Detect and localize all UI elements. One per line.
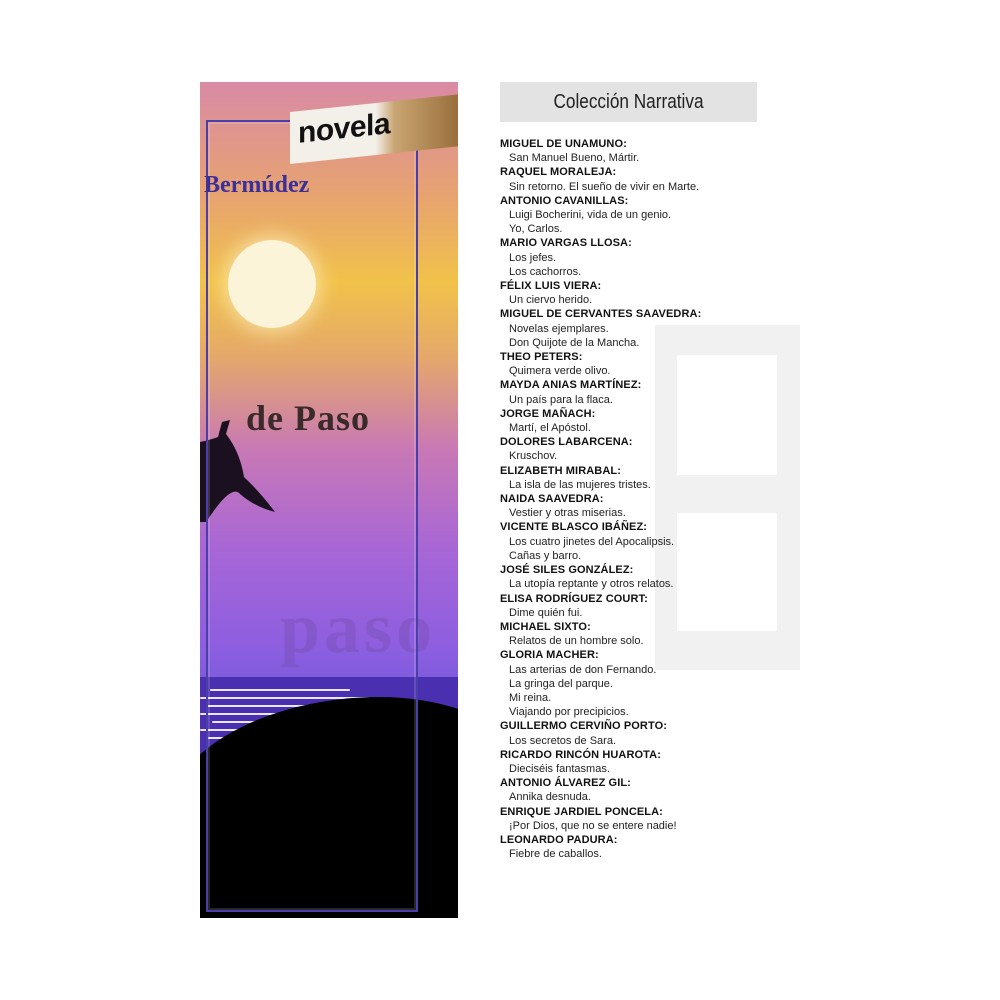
collection-entry <box>500 236 800 279</box>
entry-author: GUILLERMO CERVIÑO PORTO: <box>500 720 668 733</box>
entry-work: Luigi Bocherini, vida de un genio. <box>509 209 672 222</box>
entry-work: Los cuatro jinetes del Apocalipsis. <box>509 535 675 548</box>
entry-author: ANTONIO ÁLVAREZ GIL: <box>500 777 631 790</box>
entry-work: Quimera verde olivo. <box>509 365 611 378</box>
collection-entry <box>500 520 800 563</box>
collection-entry <box>500 350 800 378</box>
collection-entry <box>500 592 800 620</box>
book-cover <box>200 82 458 918</box>
entry-work: La isla de las mujeres tristes. <box>509 478 651 491</box>
entry-author: ENRIQUE JARDIEL PONCELA: <box>500 805 663 818</box>
entry-work: Dieciséis fantasmas. <box>509 762 610 775</box>
entry-work: Cañas y barro. <box>509 549 582 562</box>
collection-header <box>500 82 757 122</box>
genre-label: novela <box>298 107 391 150</box>
collection-entry <box>500 719 800 747</box>
entry-work: Los jefes. <box>509 251 557 264</box>
entry-author: MIGUEL DE CERVANTES SAAVEDRA: <box>500 308 702 321</box>
entry-work: Viajando por precipicios. <box>509 706 629 719</box>
collection-title: Colección Narrativa <box>553 91 704 113</box>
collection-entry <box>500 464 800 492</box>
entry-work: Un país para la flaca. <box>509 393 613 406</box>
entry-work: Mi reina. <box>509 691 552 704</box>
collection-entry <box>500 833 800 861</box>
collection-entry <box>500 492 800 520</box>
collection-entry <box>500 563 800 591</box>
entry-author: DOLORES LABARCENA: <box>500 436 633 449</box>
collection-entry <box>500 378 800 406</box>
entry-work: La gringa del parque. <box>509 677 613 690</box>
entry-author: NAIDA SAAVEDRA: <box>500 493 604 506</box>
entry-author: THEO PETERS: <box>500 351 583 364</box>
collection-entry <box>500 648 800 719</box>
entry-work: Fiebre de caballos. <box>509 848 602 861</box>
collection-entry <box>500 407 800 435</box>
collection-entry <box>500 194 800 237</box>
entry-work: ¡Por Dios, que no se entere nadie! <box>509 819 677 832</box>
collection-entry <box>500 435 800 463</box>
entry-author: ELIZABETH MIRABAL: <box>500 464 621 477</box>
entry-work: Novelas ejemplares. <box>509 322 609 335</box>
collection-entry <box>500 279 800 307</box>
collection-entry <box>500 620 800 648</box>
entry-author: ANTONIO CAVANILLAS: <box>500 194 629 207</box>
entry-author: MAYDA ANIAS MARTÍNEZ: <box>500 379 642 392</box>
entry-author: JORGE MAÑACH: <box>500 407 596 420</box>
collection-entry <box>500 137 800 165</box>
entry-author: LEONARDO PADURA: <box>500 833 618 846</box>
entry-author: JOSÉ SILES GONZÁLEZ: <box>500 564 634 577</box>
entry-author: RICARDO RINCÓN HUAROTA: <box>500 748 661 761</box>
entry-work: Sin retorno. El sueño de vivir en Marte. <box>509 180 700 193</box>
entry-work: Vestier y otras miserias. <box>509 507 626 520</box>
entry-author: GLORIA MACHER: <box>500 649 599 662</box>
entry-author: MICHAEL SIXTO: <box>500 620 591 633</box>
entry-work: Kruschov. <box>509 450 558 463</box>
entry-work: Annika desnuda. <box>509 791 591 804</box>
entry-work: La utopía reptante y otros relatos. <box>509 578 674 591</box>
entry-author: VICENTE BLASCO IBÁÑEZ: <box>500 521 648 534</box>
collection-entry <box>500 307 800 350</box>
collection-entry <box>500 748 800 776</box>
collection-entry <box>500 165 800 193</box>
entry-work: Don Quijote de la Mancha. <box>509 336 640 349</box>
entry-author: MARIO VARGAS LLOSA: <box>500 237 632 250</box>
entry-work: San Manuel Bueno, Mártir. <box>509 152 640 165</box>
entry-author: ELISA RODRÍGUEZ COURT: <box>500 592 648 605</box>
collection-entry <box>500 776 800 804</box>
cover-frame <box>206 120 418 912</box>
entry-work: Los secretos de Sara. <box>509 734 617 747</box>
cover-watermark: paso <box>280 588 437 668</box>
entry-author: MIGUEL DE UNAMUNO: <box>500 138 627 150</box>
entry-work: Yo, Carlos. <box>509 223 563 236</box>
entry-author: FÉLIX LUIS VIERA: <box>500 280 602 293</box>
cover-author: Bermúdez <box>204 172 310 198</box>
collection-list <box>500 137 800 861</box>
collection-entry <box>500 805 800 833</box>
entry-work: Las arterias de don Fernando. <box>509 663 657 676</box>
entry-work: Dime quién fui. <box>509 606 583 619</box>
entry-work: Un ciervo herido. <box>509 294 593 307</box>
entry-work: Los cachorros. <box>509 265 582 278</box>
entry-work: Relatos de un hombre solo. <box>509 635 644 648</box>
entry-work: Martí, el Apóstol. <box>509 422 591 435</box>
entry-author: RAQUEL MORALEJA: <box>500 166 617 179</box>
cover-title: de Paso <box>246 398 370 438</box>
